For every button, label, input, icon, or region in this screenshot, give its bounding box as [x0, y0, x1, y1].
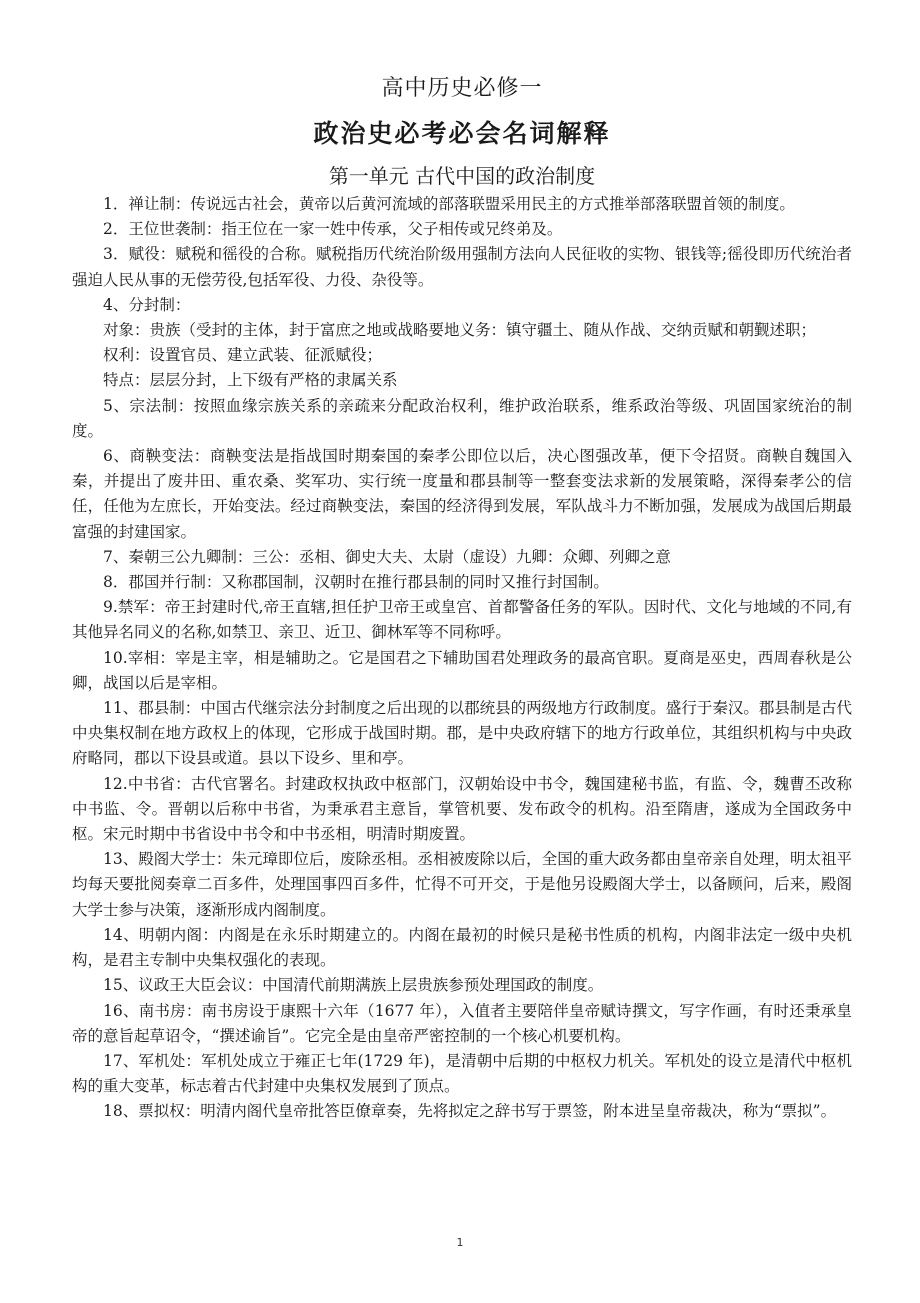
term-entry: 17、军机处：军机处成立于雍正七年(1729 年)，是清朝中后期的中枢权力机关。军机处的设立是清代中枢机构的重大变革，标志着古代封建中央集权发展到了顶点。 [72, 1051, 852, 1096]
term-entry: 18、票拟权：明清内阁代皇帝批答臣僚章奏，先将拟定之辞书写于票签，附本进呈皇帝裁决，称为“票拟”。 [103, 1102, 837, 1121]
term-entry: 6、商鞅变法：商鞅变法是指战国时期秦国的秦孝公即位以后，决心图强改革，便下令招贤。商鞅自魏国入秦，并提出了废井田、重农桑、奖军功、实行统一度量和郡县制等一整套变法求新的发展策略，深得秦孝公的信任，任他为左庶长，开始变法。经过商鞅变法，秦国的经济得到发展，军队战斗力不断加强，发展成为战国后期最富强的封建国家。 [72, 447, 852, 541]
term-entry: 14、明朝内阁：内阁是在永乐时期建立的。内阁在最初的时候只是秘书性质的机构，内阁非法定一级中央机构，是君主专制中央集权强化的表现。 [72, 925, 852, 970]
term-entry: 9.禁军：帝王封建时代,帝王直辖,担任护卫帝王或皇宫、首都警备任务的军队。因时代、文化与地域的不同,有其他异名同义的名称,如禁卫、亲卫、近卫、御林军等不同称呼。 [72, 598, 852, 642]
term-entry: 2．王位世袭制：指王位在一家一姓中传承，父子相传或兄终弟及。 [103, 220, 563, 239]
unit-title: 第一单元 古代中国的政治制度 [328, 164, 596, 188]
term-entry: 13、殿阁大学士：朱元璋即位后，废除丞相。丞相被废除以后，全国的重大政务都由皇帝亲自处理，明太祖平均每天要批阅奏章二百多件，处理国事四百多件，忙得不可开交，于是他另设殿阁大学士，以备顾问，后来，殿阁大学士参与决策，逐渐形成内阁制度。 [72, 850, 852, 919]
term-entry: 4、分封制： [103, 295, 191, 314]
term-entry: 1．禅让制：传说远古社会，黄帝以后黄河流域的部落联盟采用民主的方式推举部落联盟首领的制度。 [103, 195, 795, 213]
page-number: 1 [456, 1236, 464, 1249]
term-list [72, 192, 852, 1125]
term-entry: 10.宰相：宰是主宰，相是辅助之。它是国君之下辅助国君处理政务的最高官职。夏商是巫史，西周春秋是公卿，战国以后是宰相。 [72, 648, 852, 692]
term-entry: 特点：层层分封，上下级有严格的隶属关系 [103, 371, 398, 390]
term-entry: 5、宗法制：按照血缘宗族关系的亲疏来分配政治权利，维护政治联系，维系政治等级、巩固国家统治的制度。 [72, 396, 852, 440]
term-entry: 11、郡县制：中国古代继宗法分封制度之后出现的以郡统县的两级地方行政制度。盛行于秦汉。郡县制是古代中央集权制在地方政权上的体现，它形成于战国时期。郡，是中央政府辖下的地方行政单位，其组织机构与中央政府略同，郡以下设县或道。县以下设乡、里和亭。 [72, 699, 852, 768]
term-entry: 15、议政王大臣会议：中国清代前期满族上层贵族参预处理国政的制度。 [103, 976, 604, 995]
term-entry: 12.中书省：古代官署名。封建政权执政中枢部门，汉朝始设中书令，魏国建秘书监，有监、令，魏曹丕改称中书监、令。晋朝以后称中书省，为秉承君主意旨，掌管机要、发布政令的机构。沿至隋唐，遂成为全国政务中枢。宋元时期中书省设中书令和中书丞相，明清时期废置。 [72, 774, 852, 844]
term-entry: 16、南书房：南书房设于康熙十六年（1677 年），入值者主要陪伴皇帝赋诗撰文，写字作画，有时还秉承皇帝的意旨起草诏令，“撰述谕旨”。它完全是由皇帝严密控制的一个核心机要机构。 [72, 1001, 852, 1045]
term-entry: 权利：设置官员、建立武装、征派赋役； [103, 346, 383, 365]
document-page [72, 70, 852, 1125]
term-entry: 7、秦朝三公九卿制：三公：丞相、御史大夫、太尉（虚设）九卿：众卿、列卿之意 [103, 547, 671, 566]
term-entry: 3．赋役：赋税和徭役的合称。赋税指历代统治阶级用强制方法向人民征收的实物、银钱等;徭役即历代统治者强迫人民从事的无偿劳役,包括军役、力役、杂役等。 [72, 245, 852, 289]
course-title: 高中历史必修一 [381, 76, 543, 101]
term-entry: 8．郡国并行制：又称郡国制，汉朝时在推行郡县制的同时又推行封国制。 [103, 573, 609, 592]
main-title: 政治史必考必会名词解释 [313, 119, 611, 148]
term-entry: 对象：贵族（受封的主体，封于富庶之地或战略要地义务：镇守疆土、随从作战、交纳贡赋和朝觐述职； [103, 321, 817, 340]
